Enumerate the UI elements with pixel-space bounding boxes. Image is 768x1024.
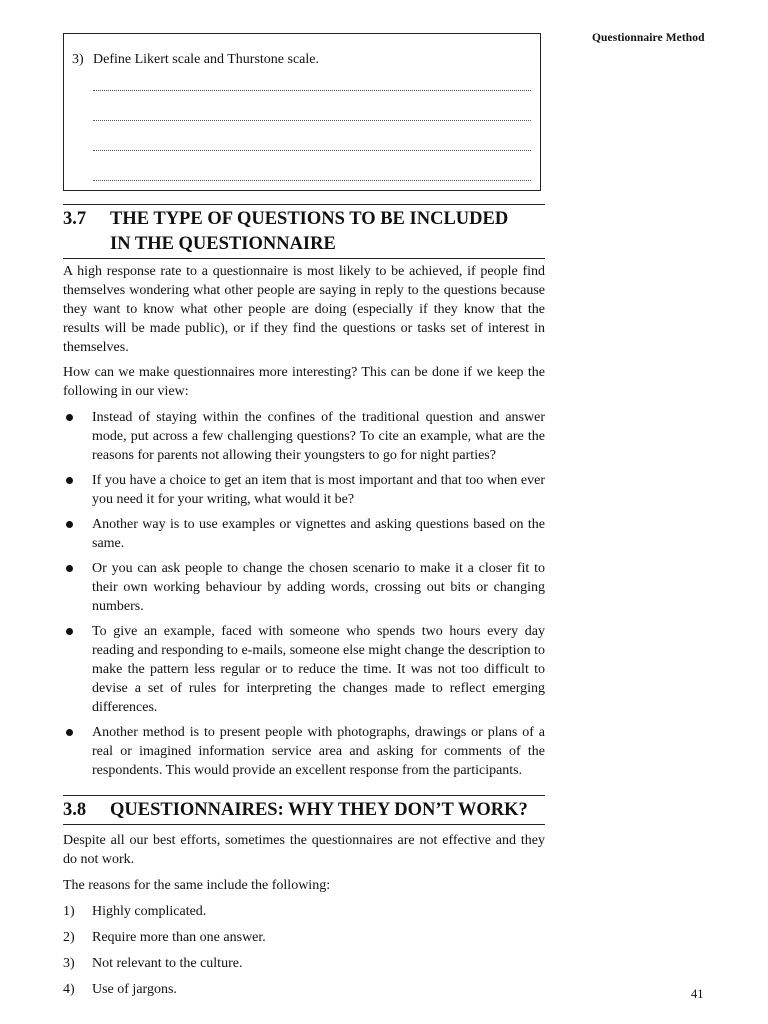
list-item: Or you can ask people to change the chosen scenario to make it a closer fit to their own working behaviour by adding words, crossing out bits or changing numbers. <box>63 559 545 616</box>
page-number: 41 <box>691 987 704 1001</box>
paragraph-response-rate: A high response rate to a questionnaire is most likely to be achieved, if people find themselves wondering what other people are saying in reply to the questions because they want to know what other people are doing (especially if they know that the results will be made public), or if they find the questions or tasks set of interest in themselves. <box>63 264 545 355</box>
list-item: 1) Highly complicated. <box>63 904 207 919</box>
section-number: 3.7 <box>63 209 87 229</box>
paragraph-reasons-intro: The reasons for the same include the following: <box>63 878 331 893</box>
section-3-7-heading <box>63 204 545 259</box>
bullet-icon <box>66 628 73 635</box>
bullet-icon <box>66 477 73 484</box>
bullet-icon <box>66 521 73 528</box>
question-3 <box>72 52 319 68</box>
section-number: 3.8 <box>63 800 87 820</box>
paragraph-interesting: How can we make questionnaires more interesting? This can be done if we keep the following in our view: <box>63 365 545 399</box>
answer-line-3[interactable] <box>93 150 531 151</box>
list-item: 3) Not relevant to the culture. <box>63 956 243 971</box>
list-item: To give an example, faced with someone who spends two hours every day reading and responding to e-mails, someone else might change the description to make the pattern less regular or to reduce the time. It was not too difficult to devise a set of rules for interpreting the changes made to reflect emerging differences. <box>63 622 545 717</box>
bullet-icon <box>66 565 73 572</box>
bullet-icon <box>66 414 73 421</box>
list-item: 2) Require more than one answer. <box>63 930 266 945</box>
paragraph-despite: Despite all our best efforts, sometimes the questionnaires are not effective and they do not work. <box>63 833 545 867</box>
section-title-line-1: THE TYPE OF QUESTIONS TO BE INCLUDED <box>110 209 509 229</box>
reasons-list <box>63 902 545 1006</box>
answer-line-4[interactable] <box>93 180 531 181</box>
question-text: Define Likert scale and Thurstone scale. <box>93 52 319 67</box>
list-item: 4) Use of jargons. <box>63 982 177 997</box>
list-item: Instead of staying within the confines of the traditional question and answer mode, put across a few challenging questions? To cite an example, what are the reasons for parents not allowing their youngsters to go for night parties? <box>63 408 545 465</box>
running-head: Questionnaire Method <box>592 32 705 44</box>
section-title: QUESTIONNAIRES: WHY THEY DON’T WORK? <box>110 800 528 820</box>
list-item: Another way is to use examples or vignettes and asking questions based on the same. <box>63 515 545 553</box>
list-item: If you have a choice to get an item that is most important and that too when ever you need it for your writing, what would it be? <box>63 471 545 509</box>
bullet-icon <box>66 729 73 736</box>
list-item: Another method is to present people with photographs, drawings or plans of a real or imagined information service area and asking for comments of the respondents. This would provide an excellent response from the participants. <box>63 723 545 780</box>
bullet-list <box>63 408 545 780</box>
section-title-line-2: IN THE QUESTIONNAIRE <box>110 234 336 254</box>
section-3-8-heading <box>63 795 545 825</box>
question-number: 3) <box>72 52 84 67</box>
answer-line-2[interactable] <box>93 120 531 121</box>
answer-line-1[interactable] <box>93 90 531 91</box>
question-box <box>63 33 541 191</box>
